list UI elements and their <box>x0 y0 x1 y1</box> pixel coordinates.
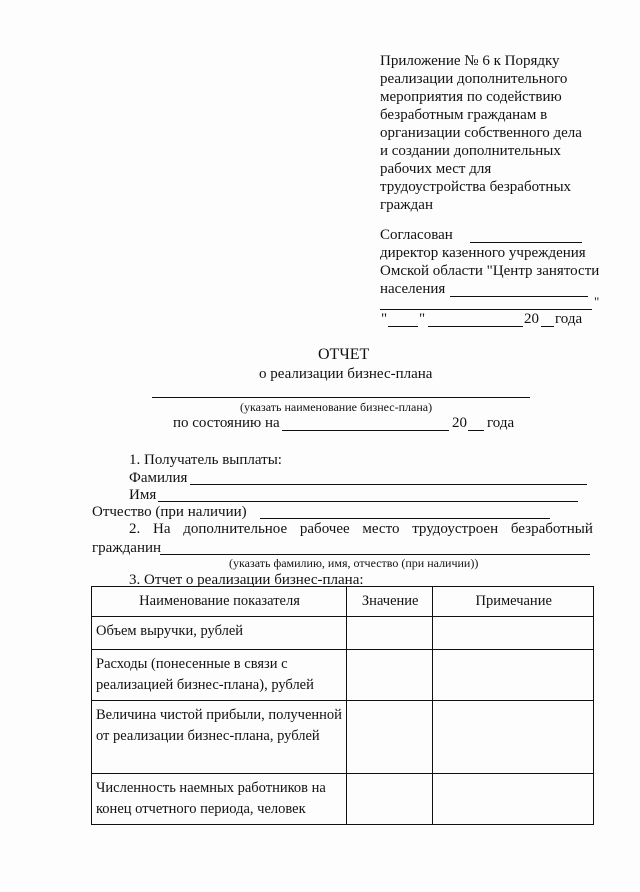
citizen-label: гражданин <box>92 540 162 556</box>
section2-text: 2. На дополнительное рабочее место трудоустроен безработный <box>129 521 593 537</box>
citizen-name-line <box>160 554 590 555</box>
annex-line: рабочих мест для <box>380 161 492 177</box>
date-quote-close: " <box>419 311 426 327</box>
approval-population: населения <box>380 281 446 297</box>
note-cell[interactable] <box>433 774 594 825</box>
date-suffix: года <box>555 311 583 327</box>
as-of-label: по состоянию на <box>173 415 280 431</box>
as-of-date-line <box>282 430 449 431</box>
patronymic-line <box>260 518 550 519</box>
header-note: Примечание <box>433 587 594 617</box>
surname-label: Фамилия <box>129 470 188 486</box>
quote-mark: " <box>594 294 600 309</box>
signature-line <box>470 242 582 243</box>
approval-director: директор казенного учреждения <box>380 245 586 261</box>
business-plan-hint: (указать наименование бизнес-плана) <box>240 400 433 414</box>
annex-line: трудоустройства безработных <box>380 179 572 195</box>
date-year: 20 <box>524 311 539 327</box>
value-cell[interactable] <box>347 774 433 825</box>
table-row <box>92 650 594 701</box>
section1-heading: 1. Получатель выплаты: <box>129 452 282 468</box>
report-title: ОТЧЕТ <box>318 346 370 363</box>
approval-agreed: Согласован <box>380 227 453 243</box>
date-month-line <box>428 326 523 327</box>
header-indicator: Наименование показателя <box>92 587 347 617</box>
report-table <box>91 586 594 825</box>
signature-line <box>450 296 588 297</box>
annex-line: мероприятия по содействию <box>380 89 562 105</box>
annex-line: и создании дополнительных <box>380 143 561 159</box>
note-cell[interactable] <box>433 650 594 701</box>
date-day-line <box>388 326 418 327</box>
value-cell[interactable] <box>347 617 433 650</box>
annex-line: реализации дополнительного <box>380 71 568 87</box>
signature-line <box>380 309 592 310</box>
value-cell[interactable] <box>347 701 433 774</box>
date-year-line <box>541 326 554 327</box>
value-cell[interactable] <box>347 650 433 701</box>
section3-heading: 3. Отчет о реализации бизнес-плана: <box>129 572 364 588</box>
citizen-hint: (указать фамилию, имя, отчество (при наличии)) <box>229 556 479 570</box>
table-row <box>92 617 594 650</box>
annex-line: граждан <box>380 197 433 213</box>
approval-org: Омской области "Центр занятости <box>380 263 600 279</box>
name-label: Имя <box>129 487 157 503</box>
date-quote-open: " <box>381 311 388 327</box>
patronymic-label: Отчество (при наличии) <box>92 504 247 520</box>
as-of-year: 20 <box>452 415 467 431</box>
name-line <box>158 501 578 502</box>
annex-line: Приложение № 6 к Порядку <box>380 53 560 69</box>
note-cell[interactable] <box>433 617 594 650</box>
table-header-row <box>92 587 594 617</box>
as-of-year-line <box>468 430 484 431</box>
surname-line <box>190 484 587 485</box>
report-subtitle: о реализации бизнес-плана <box>259 366 433 382</box>
table-row <box>92 701 594 774</box>
as-of-year-suffix: года <box>487 415 515 431</box>
annex-line: организации собственного дела <box>380 125 582 141</box>
business-plan-name-line <box>152 397 530 398</box>
annex-line: безработным гражданам в <box>380 107 548 123</box>
note-cell[interactable] <box>433 701 594 774</box>
table-row <box>92 774 594 825</box>
indicator-cell: Расходы (понесенные в связи с реализацией бизнес-плана), рублей <box>92 650 347 701</box>
indicator-cell: Численность наемных работников на конец отчетного периода, человек <box>92 774 347 825</box>
indicator-cell: Объем выручки, рублей <box>92 617 347 650</box>
indicator-cell: Величина чистой прибыли, полученной от реализации бизнес-плана, рублей <box>92 701 347 774</box>
header-value: Значение <box>347 587 433 617</box>
